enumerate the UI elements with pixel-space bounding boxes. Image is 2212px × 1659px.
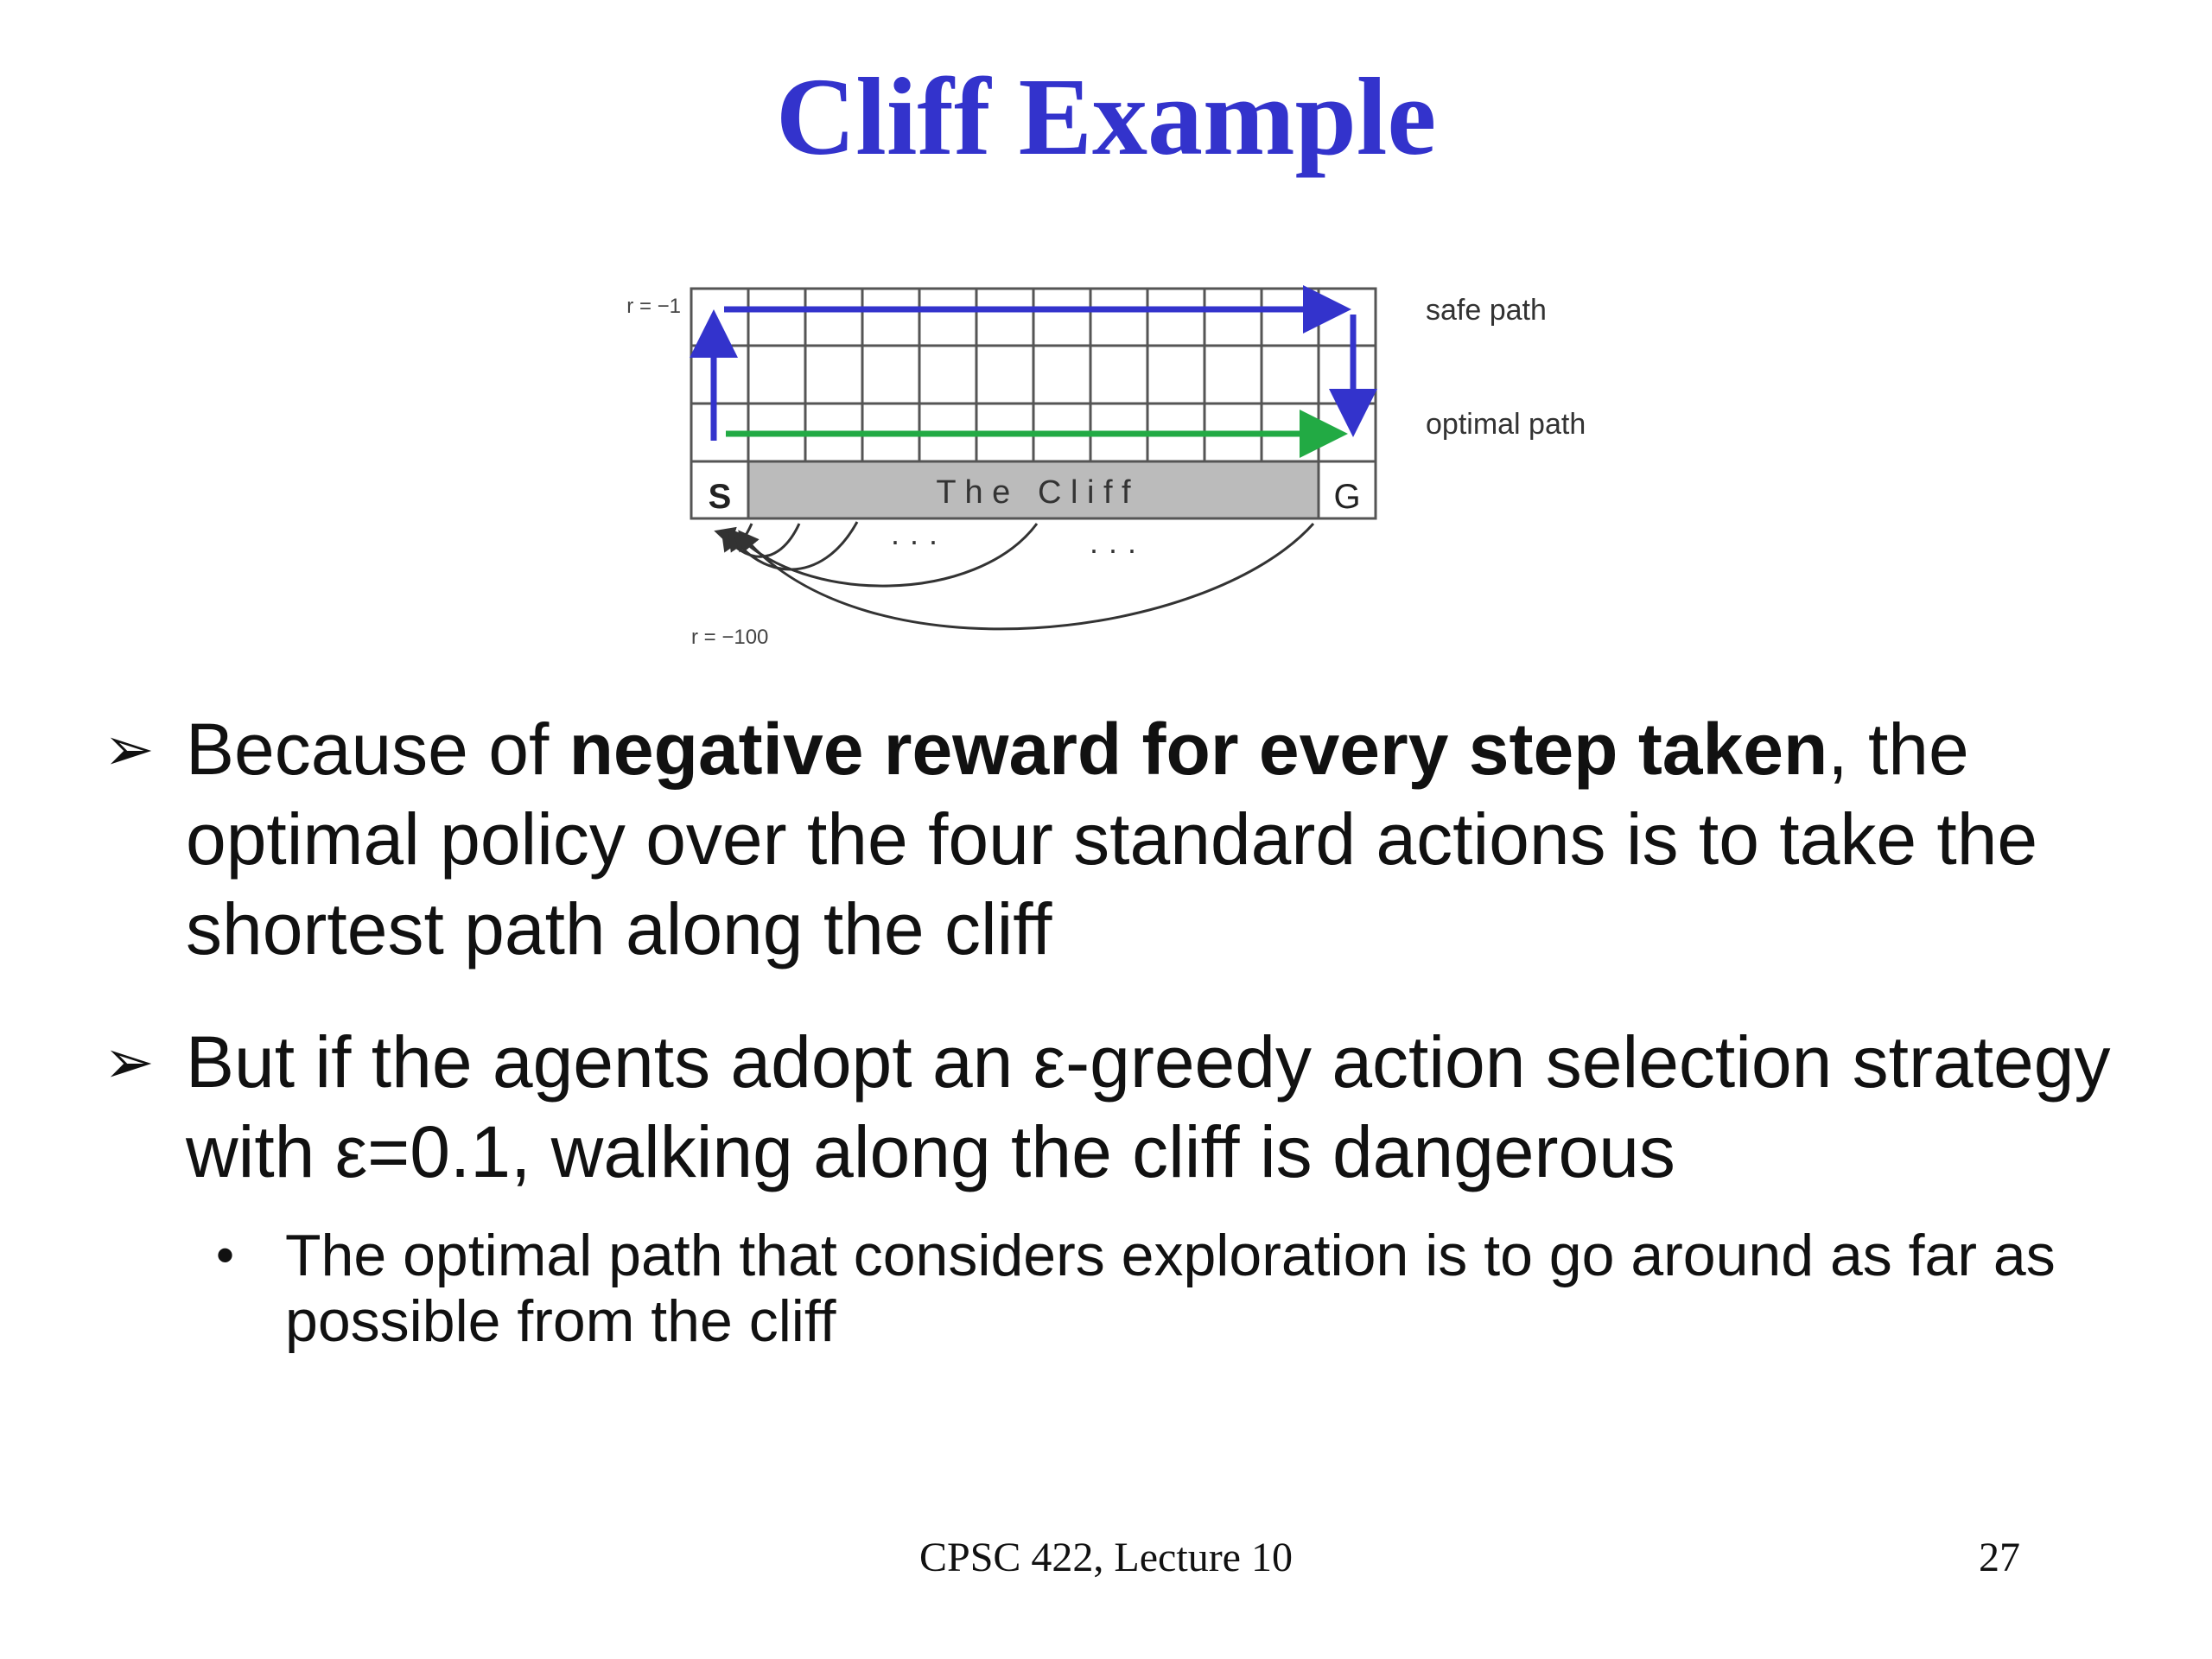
- cliff-fall-arrows: [719, 522, 1313, 629]
- bullet-2: [104, 1017, 2160, 1197]
- goal-label: G: [1333, 478, 1361, 516]
- ellipsis-left: · · ·: [890, 523, 938, 558]
- bullet-2-text: But if the agents adopt an ε-greedy action selection strategy with ε=0.1, walking along the cliff is dangerous: [186, 1021, 2111, 1192]
- dot-bullet-icon: •: [216, 1226, 235, 1284]
- page-number: 27: [1979, 1535, 2020, 1580]
- safe-path-label: safe path: [1426, 294, 1547, 327]
- bullet-1-text-before: Because of: [186, 709, 569, 790]
- cliff-label: T h e C l i f f: [936, 474, 1131, 511]
- reward-cliff-label: r = −100: [691, 626, 769, 649]
- footer-course: CPSC 422, Lecture 10: [919, 1535, 1293, 1580]
- sub-bullet: [216, 1223, 2160, 1354]
- bullet-1-text-after: , the optimal policy over the four standard actions is to take the shortest path along the cliff: [186, 709, 2038, 969]
- slide-title: Cliff Example: [775, 55, 1437, 178]
- reward-step-label: r = −1: [626, 295, 681, 318]
- arrow-bullet-icon: ➢: [104, 1028, 155, 1096]
- ellipsis-right: · · ·: [1089, 531, 1137, 567]
- cliff-gridworld-figure: [605, 276, 1642, 674]
- start-label: S: [708, 478, 732, 516]
- optimal-path-label: optimal path: [1426, 408, 1586, 441]
- sub-bullet-text: The optimal path that considers exploration is to go around as far as possible from the cliff: [285, 1223, 2056, 1354]
- arrow-bullet-icon: ➢: [104, 715, 155, 783]
- bullet-1: [104, 704, 2160, 974]
- bullet-list: [104, 704, 2160, 1354]
- bullet-1-text-bold: negative reward for every step taken: [569, 709, 1828, 790]
